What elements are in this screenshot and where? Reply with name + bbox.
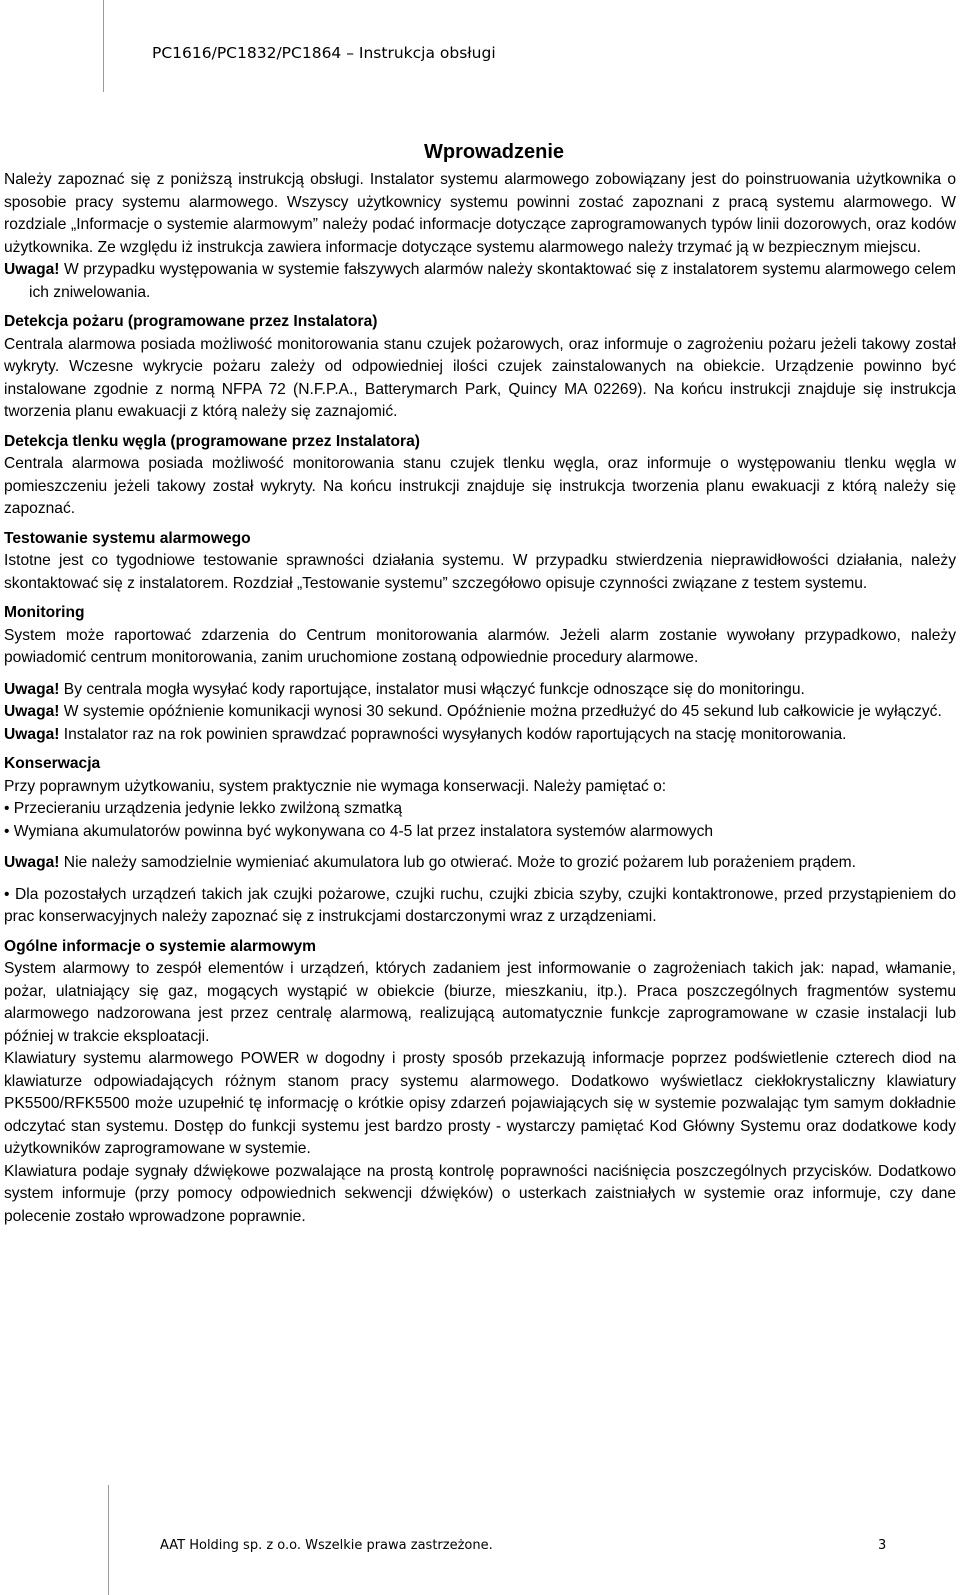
note-text: W systemie opóźnienie komunikacji wynosi 30 sekund. Opóźnienie można przedłużyć do 45 sekund lub całkowicie je wyłączyć. xyxy=(59,703,942,720)
note-label: Uwaga! xyxy=(4,703,60,720)
intro-note xyxy=(4,259,956,304)
document-body xyxy=(4,139,956,1228)
section-heading-co: Detekcja tlenku węgla (programowane przez Instalatora) xyxy=(4,432,420,450)
section-heading-fire: Detekcja pożaru (programowane przez Instalatora) xyxy=(4,313,378,330)
section-text-monitoring: System może raportować zdarzenia do Centrum monitorowania alarmów. Jeżeli alarm zostanie wywołany przypadkowo, należy powiadomić centrum monitorowania, zanim uruchomione zostaną odpowiednie procedury alarmowe. xyxy=(4,626,956,666)
note-label: Uwaga! xyxy=(4,261,60,278)
section-heading-maintenance: Konserwacja xyxy=(4,755,101,772)
section-text-fire: Centrala alarmowa posiada możliwość monitorowania stanu czujek pożarowych, oraz informuje o zagrożeniu pożaru jeżeli takowy został wykryty. Wczesne wykrycie pożaru zależy od odpowiedniej ilości czujek zainstalowanych na obiekcie. Urządzenie powinno być instalowane zgodnie z normą NFPA 72 (N.F.P.A., Batterymarch Park, Quincy MA 02269). Na końcu instrukcji znajduje się instrukcja tworzenia planu ewakuacji z którą należy się zaznajomić. xyxy=(4,335,956,420)
note-text: Nie należy samodzielnie wymieniać akumulatora lub go otwierać. Może to grozić pożarem lub porażeniem prądem. xyxy=(59,854,856,871)
monitoring-note-2 xyxy=(4,701,956,724)
list-item: • Wymiana akumulatorów powinna być wykonywana co 4-5 lat przez instalatora systemów alarmowych xyxy=(4,822,714,840)
note-text: By centrala mogła wysyłać kody raportujące, instalator musi włączyć funkcje odnoszące się do monitoringu. xyxy=(59,680,805,698)
section-heading-monitoring: Monitoring xyxy=(4,604,85,621)
section-text-testing: Istotne jest co tygodniowe testowanie sprawności działania systemu. W przypadku stwierdzenia nieprawidłowości działania, należy skontaktować się z instalatorem. Rozdział „Testowanie systemu” szczegółowo opisuje czynności związane z testem systemu. xyxy=(4,552,956,592)
section-text-general-1: System alarmowy to zespół elementów i urządzeń, których zadaniem jest informowanie o zagrożeniach takich jak: napad, włamanie, pożar, ulatniający się gaz, mogących wystąpić w obiekcie (biurze, mieszkaniu, itp.). Praca poszczególnych fragmentów systemu alarmowego nadzorowana jest przez centralę alarmową, realizującą automatycznie funkcje zaprogramowane w czasie instalacji lub później w trakcie eksploatacji. xyxy=(4,960,956,1045)
page-title: Wprowadzenie xyxy=(423,141,564,163)
section-text-general-3: Klawiatura podaje sygnały dźwiękowe pozwalające na prostą kontrolę poprawności naciśnięcia poszczególnych przycisków. Dodatkowo system informuje (przy pomocy odpowiednich sekwencji dźwięków) o usterkach zaistniałych w systemie oraz informuje, czy dane polecenie zostało wprowadzone poprawnie. xyxy=(4,1162,956,1225)
section-text-co: Centrala alarmowa posiada możliwość monitorowania stanu czujek tlenku węgla, oraz informuje o występowaniu tlenku węgla w pomieszczeniu jeżeli takowy został wykryty. Na końcu instrukcji znajduje się instrukcja tworzenia planu ewakuacji z którą należy się zapoznać. xyxy=(4,455,956,517)
note-text: Instalator raz na rok powinien sprawdzać poprawności wysyłanych kodów raportujących na stację monitorowania. xyxy=(59,725,847,743)
header-divider xyxy=(103,0,104,92)
footer-divider xyxy=(108,1485,109,1595)
note-label: Uwaga! xyxy=(4,854,60,871)
monitoring-note-1 xyxy=(4,679,956,702)
footer-copyright: AAT Holding sp. z o.o. Wszelkie prawa zastrzeżone. xyxy=(160,1538,493,1553)
section-heading-general: Ogólne informacje o systemie alarmowym xyxy=(4,937,316,955)
note-label: Uwaga! xyxy=(4,680,60,698)
section-text-general-2: Klawiatury systemu alarmowego POWER w dogodny i prosty sposób przekazują informacje poprzez podświetlenie czterech diod na klawiaturze odpowiadających różnym stanom pracy systemu alarmowego. Dodatkowo wyświetlacz ciekłokrystaliczny klawiatury PK5500/RFK5500 może uzupełnić tę informację o krótkie opisy zdarzeń pojawiających się w systemie pozwalając tym samym dokładnie odczytać stan systemu. Dostęp do funkcji systemu jest bardzo prosty - wystarczy pamiętać Kod Główny Systemu oraz dodatkowe kody użytkowników zaprogramowane w systemie. xyxy=(4,1050,956,1157)
header-title: PC1616/PC1832/PC1864 – Instrukcja obsługi xyxy=(152,44,496,62)
section-heading-testing: Testowanie systemu alarmowego xyxy=(4,529,251,547)
list-item: • Przecieraniu urządzenia jedynie lekko zwilżoną szmatką xyxy=(4,800,403,817)
note-text: W przypadku występowania w systemie fałszywych alarmów należy skontaktować się z instalatorem systemu alarmowego celem ich zniwelowania. xyxy=(29,261,956,301)
intro-paragraph: Należy zapoznać się z poniższą instrukcją obsługi. Instalator systemu alarmowego zobowiązany jest do poinstruowania użytkownika o sposobie pracy systemu alarmowego. Wszyscy użytkownicy systemu powinni zostać zapoznani z pracą systemu alarmowego. W rozdziale „Informacje o systemie alarmowym” należy podać informacje dotyczące zaprogramowanych typów linii dozorowych, oraz kodów użytkownika. Ze względu iż instrukcja zawiera informacje dotyczące systemu alarmowego należy trzymać ją w bezpiecznym miejscu. xyxy=(4,171,956,256)
section-text-maintenance: Przy poprawnym użytkowaniu, system praktycznie nie wymaga konserwacji. Należy pamiętać o: xyxy=(4,777,667,795)
page-number: 3 xyxy=(878,1538,887,1553)
list-item: • Dla pozostałych urządzeń takich jak czujki pożarowe, czujki ruchu, czujki zbicia szyby, czujki kontaktronowe, przed przystąpieniem do prac konserwacyjnych należy zapoznać się z instrukcjami dostarczonymi wraz z urządzeniami. xyxy=(4,885,956,925)
note-label: Uwaga! xyxy=(4,725,60,743)
monitoring-note-3 xyxy=(4,724,956,747)
maintenance-note xyxy=(4,852,956,875)
